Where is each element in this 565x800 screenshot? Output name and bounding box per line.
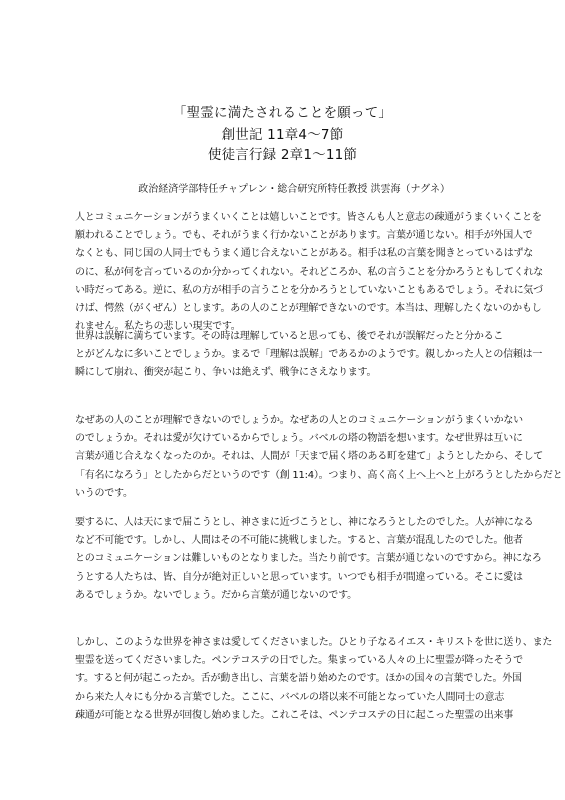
text-line: 要するに、人は天にまで届こうとし、神さまに近づこうとし、神になろうとしたのでした。人が神になる (75, 517, 534, 528)
text-line: から来た人々にも分かる言葉でした。ここに、バベルの塔以来不可能となっていた人間同士の意志 (75, 691, 504, 703)
paragraph-5 (75, 634, 553, 725)
text-line: 言葉が通じ合えなくなったのか。それは、人間が「天まで届く塔のある町を建て」ようとしたから、そして (75, 451, 543, 463)
sermon-title: 「聖霊に満たされることを願って」 (172, 105, 393, 121)
text-line: なくとも、同じ国の人同士でもうまく通じ合えないことがある。相手は私の言葉を聞きとっているはずな (75, 248, 534, 260)
paragraph-3 (75, 412, 563, 503)
paragraph-1 (75, 209, 543, 336)
text-line: なぜあの人のことが理解できないのでしょうか。なぜあの人とのコミュニケーションがうまくいかない (75, 415, 523, 426)
author-line: 政治経済学部特任チャプレン・総合研究所特任教授 洪雲海（ナグネ） (138, 184, 450, 195)
scripture-reference-acts: 使徒言行録 2章1〜11節 (207, 147, 358, 163)
text-line: れません。私たちの悲しい現実です。 (75, 321, 241, 333)
text-line: のに、私が何を言っているのか分かってくれない。それどころか、私の言うことを分かろうともしてくれな (75, 266, 543, 278)
text-line: 疎通が可能となる世界が回復し始めました。これこそは、ペンテコステの日に起こった聖霊の出来事 (75, 709, 513, 721)
text-line: いうのです。 (75, 487, 133, 499)
text-line: 聖霊を送ってくださいました。ペンテコステの日でした。集まっている人々の上に聖霊が降ったそうで (75, 655, 523, 667)
text-line: しかし、このような世界を神さまは愛してくださいました。ひとり子なるイエス・キリストを世に送り、また (75, 637, 553, 648)
text-line: 人とコミュニケーションがうまくいくことは嬉しいことです。皆さんも人と意志の疎通がうまくいくことを (75, 212, 542, 223)
text-line: あるでしょうか。ないでしょう。だから言葉が通じないのです。 (75, 589, 357, 601)
text-line: のでしょうか。それは愛が欠けているからでしょう。バベルの塔の物語を想います。なぜ世界は互いに (75, 433, 523, 445)
paragraph-2 (75, 328, 543, 383)
text-line: とがどんなに多いことでしょうか。まるで「理解は誤解」であるかのようです。親しかった人との信頼は一 (75, 349, 543, 361)
scripture-reference-genesis: 創世記 11章4〜7節 (221, 127, 344, 143)
text-line: など不可能です。しかし、人間はその不可能に挑戦しました。すると、言葉が混乱したのでした。他者 (75, 535, 523, 547)
text-line: 願われることでしょう。でも、それがうまく行かないことがあります。言葉が通じない。相手が外国人で (75, 230, 533, 242)
paragraph-4 (75, 514, 542, 605)
text-line: とのコミュニケーションは難しいものとなりました。当たり前です。言葉が通じないのですから。神になろ (75, 553, 542, 565)
text-line: 世界は誤解に満ちています。その時は理解していると思っても、後でそれが誤解だったと分かるこ (75, 331, 504, 342)
text-line: 「有名になろう」としたからだというのです（創 11:4）。つまり、高く高く上へ上へと上がろうとしたからだと (75, 469, 563, 481)
text-line: けば、愕然（がくぜん）とします。あの人のことが理解できないのです。本当は、理解したくないのかもし (75, 303, 542, 315)
text-line: 瞬にして崩れ、衝突が起こり、争いは絶えず、戦争にさえなります。 (75, 367, 377, 379)
text-line: うとする人たちは、皆、自分が絶対正しいと思っています。いつでも相手が間違っている。そこに愛は (75, 571, 523, 583)
text-line: い時だってある。逆に、私の方が相手の言うことを分かろうとしていないこともあるでしょう。それに気づ (75, 284, 543, 296)
text-line: す。すると何が起こったか。舌が動き出し、言葉を語り始めたのです。ほかの国々の言葉でした。外国 (75, 673, 522, 685)
